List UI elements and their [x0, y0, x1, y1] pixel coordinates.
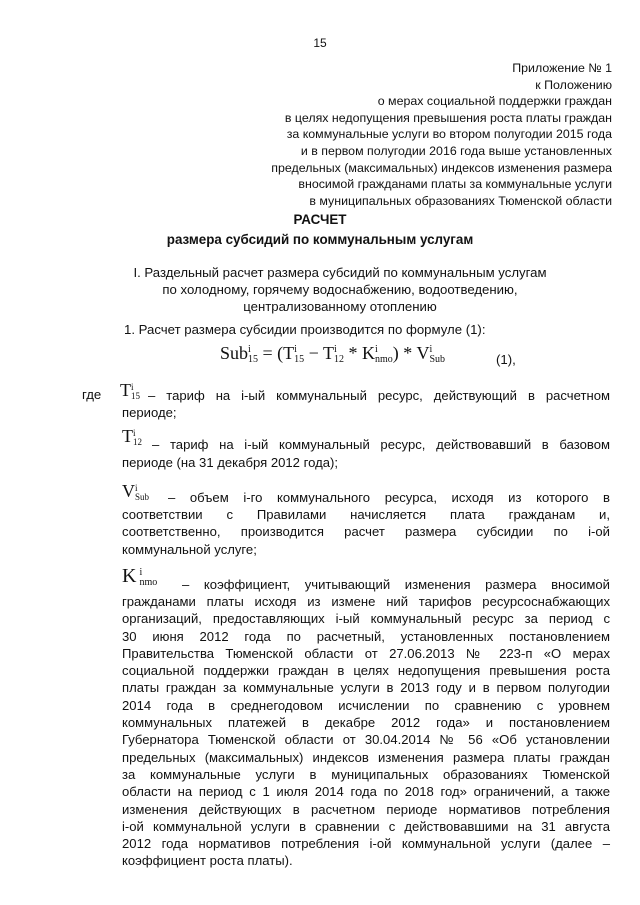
appendix-line: к Положению [535, 77, 612, 92]
point-1-text: 1. Расчет размера субсидии производится по формуле (1): [124, 322, 486, 337]
definition-t12-line1: – тариф на i-ый коммунальный ресурс, действовавший в базовом [152, 437, 610, 452]
symbol-t15: T i 15 [120, 380, 140, 401]
title-main: РАСЧЕТ [293, 212, 347, 227]
appendix-header [232, 60, 612, 209]
section-line: по холодному, горячему водоснабжению, водоотведению, [162, 282, 518, 297]
document-title [0, 210, 640, 250]
appendix-line: Приложение № 1 [512, 61, 612, 75]
appendix-line: вносимой гражданами платы за коммунальные услуги [298, 177, 612, 192]
where-label: где [82, 387, 102, 402]
definition-v-line1: – объем i-го коммунального ресурса, исходя из которого в [168, 490, 610, 505]
definition-v-rest: соответствии с Правилами начисляется плата гражданам и, соответственно, производится расчет размера субсидии по i-ой коммунальной услуге; [122, 507, 610, 557]
page-number: 15 [313, 36, 327, 50]
title-sub: размера субсидий по коммунальным услугам [166, 232, 474, 247]
appendix-line: в целях недопущения превышения роста платы граждан [284, 110, 612, 125]
appendix-line: в муниципальных образованиях Тюменской области [309, 193, 612, 208]
appendix-line: за коммунальные услуги во втором полугодии 2015 года [286, 127, 612, 142]
section-heading [70, 264, 610, 315]
symbol-t12: T i 12 [122, 426, 142, 447]
symbol-v: V i Sub [122, 481, 150, 502]
appendix-line: о мерах социальной поддержки граждан [377, 94, 612, 109]
section-line: I. Раздельный расчет размера субсидий по коммунальным услугам [133, 265, 547, 280]
definition-t15-line2: периоде; [122, 405, 177, 420]
section-line: централизованному отоплению [243, 299, 437, 314]
symbol-k: K i nmo [122, 565, 158, 588]
definition-k-line1: – коэффициент, учитывающий изменения размера вносимой [182, 577, 610, 592]
appendix-line: предельных (максимальных) индексов изменения размера [271, 160, 612, 175]
formula-1: Sub i 15 = (T i 15 − T i 12 * K i nmo ) * V i Sub [220, 343, 446, 365]
definition-k-rest: гражданами платы исходя из измене ний тарифов ресурсоснабжающих организаций, предоставляющих i-ый коммунальный ресурс за период с 30 июня 2012 года по расчетный, установленных постановлением Правительства Тюменской области от 27.06.2013 № 223-п «О мерах социальной поддержки граждан в целях недопущения превышения роста платы граждан за коммунальные услуги в 2013 году и в первом полугодии 2014 года в среднегодовом исчислении по сравнению с уровнем коммунальных платежей в декабре 2012 года» и постановлением Губернатора Тюменской области от 30.04.2014 № 56 «Об установлении предельных (максимальных) индексов изменения размера платы граждан за коммунальные услуги в муниципальных образованиях Тюменской области на период с 1 июля 2014 года по 2018 год» ограничений, а также изменения действующих в расчетном периоде нормативов потребления i-ой коммунальной услуги в сравнении с действовавшими на 31 августа 2012 года нормативов потребления i-ой коммунальной услуги (далее – коэффициент роста платы). [122, 594, 610, 869]
definition-t15-line1: – тариф на i-ый коммунальный ресурс, действующий в расчетном [148, 388, 610, 403]
formula-number: (1), [496, 352, 516, 367]
appendix-line: и в первом полугодии 2016 года выше установленных [300, 143, 612, 158]
definition-t12-line2: периоде (на 31 декабря 2012 года); [122, 455, 338, 470]
